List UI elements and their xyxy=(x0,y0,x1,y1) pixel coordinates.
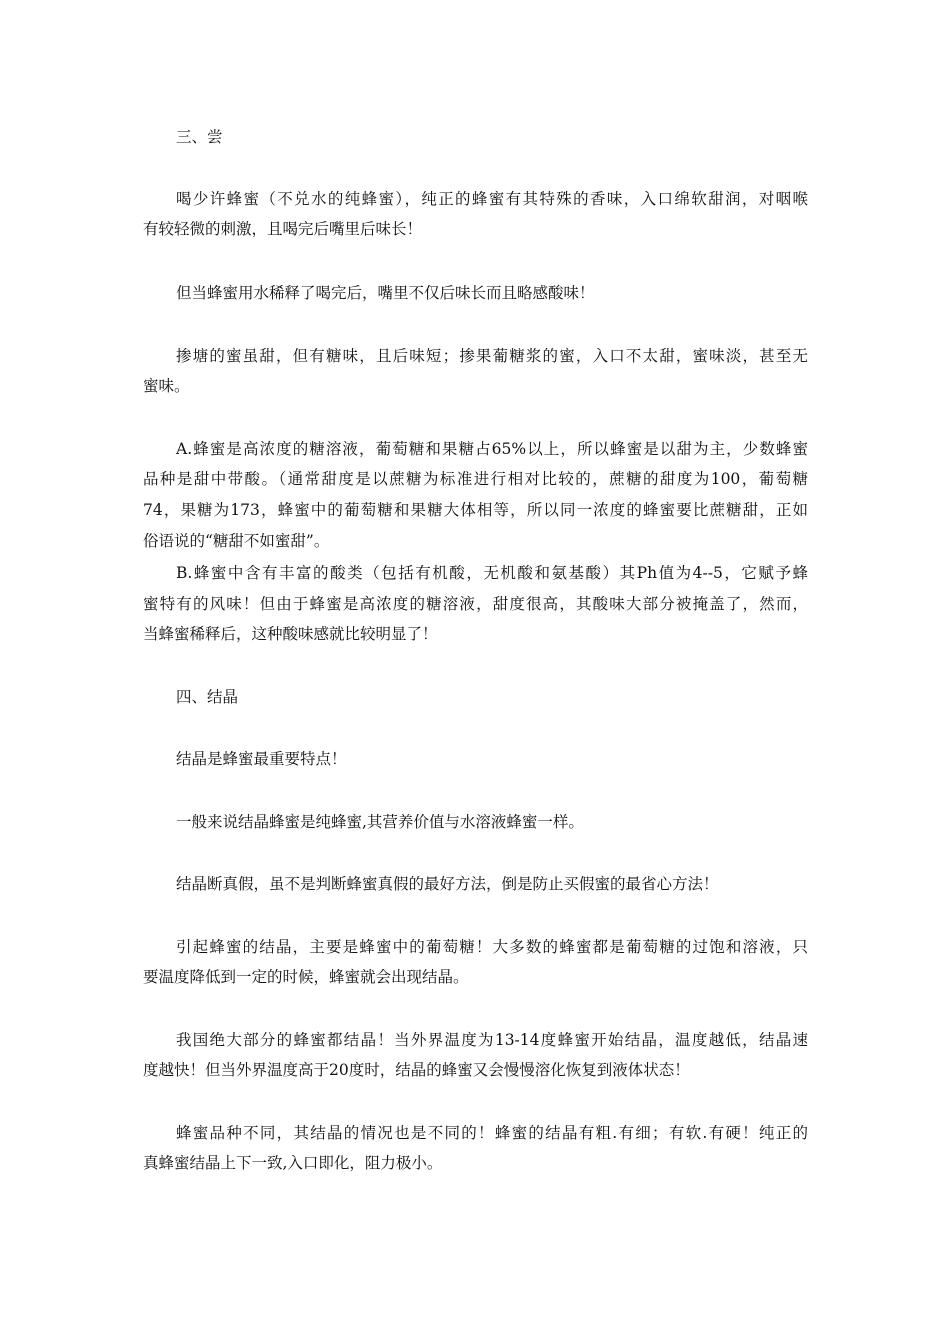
paragraph-line: 当蜂蜜稀释后，这种酸味感就比较明显了！ xyxy=(143,625,438,643)
paragraph-line: 引起蜂蜜的结晶，主要是蜂蜜中的葡萄糖！大多数的蜂蜜都是葡萄糖的过饱和溶液，只 xyxy=(176,938,808,956)
paragraph-line: 喝少许蜂蜜（不兑水的纯蜂蜜），纯正的蜂蜜有其特殊的香味，入口绵软甜润，对咽喉 xyxy=(176,190,808,208)
paragraph-line: 品种是甜中带酸。（通常甜度是以蔗糖为标准进行相对比较的，蔗糖的甜度为100，葡萄糖 xyxy=(143,470,808,488)
paragraph-line: 蜜味。 xyxy=(143,377,190,395)
paragraph-line: 但当蜂蜜用水稀释了喝完后，嘴里不仅后味长而且略感酸味！ xyxy=(176,284,595,302)
paragraph-line: 蜂蜜品种不同，其结晶的情况也是不同的！蜂蜜的结晶有粗.有细；有软.有硬！纯正的 xyxy=(176,1124,808,1142)
paragraph-line: 俗语说的“糖甜不如蜜甜”。 xyxy=(143,532,330,550)
paragraph-line: 一般来说结晶蜂蜜是纯蜂蜜,其营养价值与水溶液蜂蜜一样。 xyxy=(176,813,584,831)
paragraph-line: 结晶断真假，虽不是判断蜂蜜真假的最好方法，倒是防止买假蜜的最省心方法！ xyxy=(176,875,719,893)
paragraph-line: 真蜂蜜结晶上下一致,入口即化，阻力极小。 xyxy=(143,1154,443,1172)
paragraph-line: 掺塘的蜜虽甜，但有糖味，且后味短；掺果葡糖浆的蜜，入口不太甜，蜜味淡，甚至无 xyxy=(176,347,808,365)
paragraph-line: 要温度降低到一定的时候，蜂蜜就会出现结晶。 xyxy=(143,968,469,986)
paragraph-line: 蜜特有的风味！但由于蜂蜜是高浓度的糖溶液，甜度很高，其酸味大部分被掩盖了，然而， xyxy=(143,595,808,613)
paragraph-line: 我国绝大部分的蜂蜜都结晶！当外界温度为13-14度蜂蜜开始结晶，温度越低，结晶速 xyxy=(176,1031,808,1049)
section-heading-crystallization: 四、结晶 xyxy=(176,688,239,706)
section-heading-taste: 三、尝 xyxy=(176,128,223,146)
paragraph-line: 结晶是蜂蜜最重要特点！ xyxy=(176,750,347,768)
paragraph-line: 74，果糖为173，蜂蜜中的葡萄糖和果糖大体相等，所以同一浓度的蜂蜜要比蔗糖甜，正如 xyxy=(143,501,808,519)
paragraph-line: 有较轻微的刺激，且喝完后嘴里后味长！ xyxy=(143,220,423,238)
paragraph-line: 度越快！但当外界温度高于20度时，结晶的蜂蜜又会慢慢溶化恢复到液体状态！ xyxy=(143,1061,690,1079)
paragraph-line: A.蜂蜜是高浓度的糖溶液，葡萄糖和果糖占65%以上，所以蜂蜜是以甜为主，少数蜂蜜 xyxy=(176,440,808,458)
paragraph-line: B.蜂蜜中含有丰富的酸类（包括有机酸，无机酸和氨基酸）其Ph值为4--5，它赋予蜂 xyxy=(176,564,808,582)
